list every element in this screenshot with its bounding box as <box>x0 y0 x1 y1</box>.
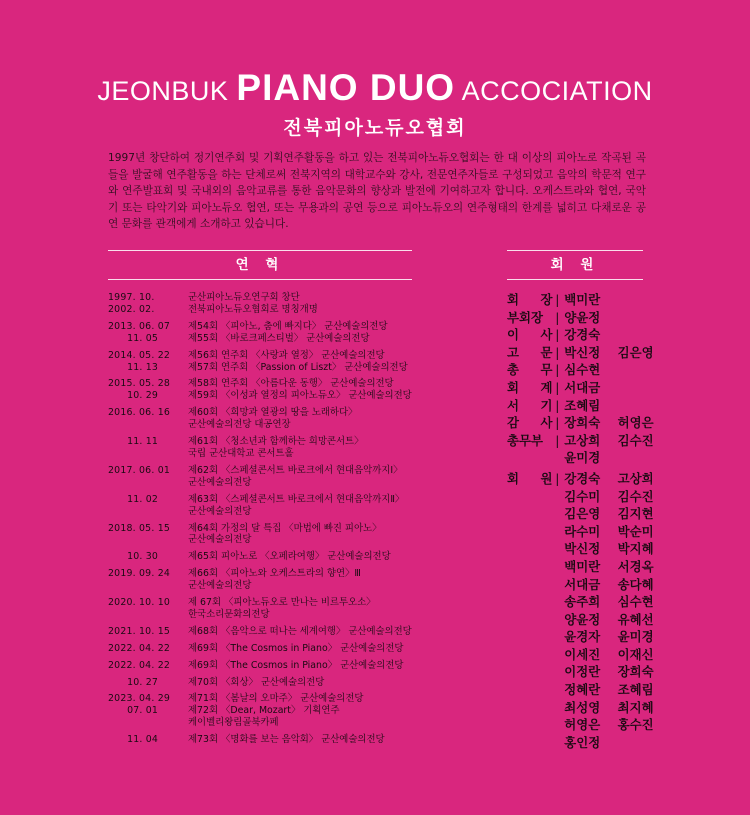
member-role: 회 원 <box>507 470 553 486</box>
history-event-venue: 케이벨리왕림골북카페 <box>188 717 279 729</box>
history-date: 10. 29 <box>108 390 159 402</box>
member-divider <box>552 663 562 681</box>
history-row <box>108 597 418 621</box>
member-role: 회 장 <box>507 292 553 307</box>
member-row <box>507 716 667 734</box>
history-row <box>108 362 418 374</box>
member-row <box>507 291 667 309</box>
member-name: 강경숙 <box>564 327 601 343</box>
member-name-2: 홍수진 <box>617 717 654 733</box>
history-row <box>108 292 418 304</box>
history-date: 11. 05 <box>108 332 159 344</box>
member-role: 총 무 <box>507 362 553 378</box>
history-row <box>108 677 418 689</box>
history-date: 2021. 10. 15 <box>108 625 171 637</box>
member-name: 장희숙 <box>564 415 601 431</box>
member-role <box>507 523 552 541</box>
history-event-venue: 군산예술의전당 <box>188 580 252 592</box>
member-row <box>507 505 667 523</box>
history-event-line: 제54회 〈피아노, 춤에 빠지다〉 군산예술의전당 <box>188 320 388 332</box>
member-name-2 <box>618 397 667 415</box>
member-row <box>507 309 667 327</box>
member-divider: | <box>555 327 560 343</box>
history-event-line: 제72회 〈Dear, Mozart〉 기획연주 <box>188 705 340 717</box>
member-row <box>507 432 667 450</box>
member-role: 서 기 <box>507 397 553 413</box>
history-event-venue: 국립 군산대학교 콘서트홀 <box>188 447 294 459</box>
member-name: 최성영 <box>564 699 601 715</box>
member-row <box>507 734 667 752</box>
history-event-venue: 한국소리문화의전당 <box>188 608 270 620</box>
member-divider <box>552 558 562 576</box>
history-date: 2020. 10. 10 <box>108 597 171 609</box>
member-role <box>507 681 552 699</box>
history-event <box>188 436 418 460</box>
history-row <box>108 407 418 431</box>
member-role <box>507 488 552 506</box>
member-divider <box>552 716 562 734</box>
history-event-line: 제59회 〈이성과 열정의 피아노듀오〉 군산예술의전당 <box>188 390 412 402</box>
member-role: 고 문 <box>507 344 553 360</box>
member-row <box>507 576 667 594</box>
history-heading: 연 혁 <box>108 250 412 280</box>
history-date: 11. 04 <box>108 734 159 746</box>
history-date: 1997. 10. <box>108 292 155 303</box>
history-event <box>188 597 418 621</box>
history-date: 2014. 05. 22 <box>108 349 171 361</box>
member-name-2: 윤미경 <box>617 629 654 645</box>
member-name: 허영은 <box>564 717 601 733</box>
member-divider: | <box>555 470 560 486</box>
history-event-line: 제60회 〈희망과 열광의 땅을 노래하다〉 <box>188 407 358 419</box>
history-event-line: 제56회 연주회 〈사랑과 열정〉 군산예술의전당 <box>188 349 385 361</box>
member-name-2 <box>618 291 667 309</box>
member-name-2: 허영은 <box>617 415 654 431</box>
member-name-2: 장희숙 <box>617 664 654 680</box>
history-row <box>108 523 418 547</box>
member-role <box>507 646 552 664</box>
history-event <box>188 643 418 655</box>
history-event-venue: 군산예술의전당 <box>188 534 252 546</box>
history-date: 2002. 02. <box>108 303 155 315</box>
history-event-line: 제68회 〈음악으로 떠나는 세계여행〉 군산예술의전당 <box>188 625 412 637</box>
history-event <box>188 494 418 518</box>
history-event <box>188 568 418 592</box>
history-row <box>108 494 418 518</box>
history-list <box>108 292 418 746</box>
member-role <box>507 699 552 717</box>
member-name: 양윤정 <box>564 611 601 627</box>
history-event-line: 제71회 〈봄날의 오마주〉 군산예술의전당 <box>188 693 364 705</box>
history-event <box>188 292 418 304</box>
history-row <box>108 350 418 362</box>
history-event <box>188 523 418 547</box>
member-name: 서대금 <box>564 379 601 395</box>
title-part-association: ACCOCIATION <box>455 76 653 106</box>
history-row <box>108 693 418 705</box>
history-event-line: 제58회 연주회 〈아름다운 동행〉 군산예술의전당 <box>188 378 394 390</box>
history-date: 10. 27 <box>108 676 159 688</box>
member-role <box>507 734 552 752</box>
history-date: 2015. 05. 28 <box>108 378 171 390</box>
member-divider <box>552 734 562 752</box>
member-role <box>507 628 552 646</box>
history-event-line: 제66회 〈피아노와 오케스트라의 향연〉Ⅲ <box>188 568 361 580</box>
member-row <box>507 414 667 432</box>
member-row <box>507 646 667 664</box>
member-name-2: 박지혜 <box>617 541 654 557</box>
history-date: 2017. 06. 01 <box>108 464 171 476</box>
member-name-2: 박순미 <box>617 523 654 539</box>
history-row <box>108 551 418 563</box>
history-event <box>188 333 418 345</box>
member-row <box>507 681 667 699</box>
member-row <box>507 344 667 362</box>
member-row <box>507 540 667 558</box>
member-name-2: 송다혜 <box>617 576 654 592</box>
history-row <box>108 734 418 746</box>
member-row <box>507 611 667 629</box>
member-name: 윤경자 <box>564 629 601 645</box>
member-row <box>507 699 667 717</box>
history-date: 2022. 04. 22 <box>108 642 171 654</box>
member-name: 고상희 <box>564 432 601 448</box>
members-list <box>507 291 667 751</box>
intro-paragraph: 1997년 창단하여 정기연주회 및 기획연주활동을 하고 있는 전북피아노듀오협회는 한 대 이상의 피아노로 작곡된 곡들을 발굴해 연주활동을 하는 단체로써 전북지역의 대학교수와 강사, 전문연주자들로 구성되었고 음악의 학문적 연구와 연주발표회 및 국내외의 음악교류를 통한 음악문화의 향상과 발전에 기여하고자 합니다. 오케스트라와 협연, 국악기 또는 타악기와 피아노듀오 협연, 또는 무용과의 공연 등으로 피아노듀오의 연주형태의 한계를 넓히고 다채로운 공연 문화를 관객에게 소개하고 있습니다. <box>108 152 646 231</box>
member-divider <box>552 646 562 664</box>
member-role <box>507 593 552 611</box>
member-role: 총무부 <box>507 432 543 448</box>
member-name: 이정란 <box>564 664 601 680</box>
history-date: 11. 11 <box>108 436 159 448</box>
member-row <box>507 326 667 344</box>
member-name: 송주희 <box>564 594 601 610</box>
history-date: 2022. 04. 22 <box>108 659 171 671</box>
member-name: 양윤정 <box>564 309 601 325</box>
member-name-2 <box>618 449 667 467</box>
history-event-line: 제64회 가정의 달 특집 〈마법에 빠진 피아노〉 <box>188 522 382 534</box>
history-event-line: 제65회 피아노로 〈오페라여행〉 군산예술의전당 <box>188 551 391 563</box>
history-event-venue: 군산예술의전당 대공연장 <box>188 419 291 431</box>
member-name: 라수미 <box>564 523 601 539</box>
history-row <box>108 465 418 489</box>
member-name: 심수현 <box>564 362 601 378</box>
history-row <box>108 378 418 390</box>
page-title-ko: 전북피아노듀오협회 <box>283 117 467 139</box>
member-name: 백미란 <box>564 292 601 307</box>
history-event <box>188 362 418 374</box>
member-name: 백미란 <box>564 558 601 574</box>
history-event <box>188 705 418 729</box>
history-event-line: 제55회 〈바로크페스티벌〉 군산예술의전당 <box>188 332 370 344</box>
member-role <box>507 716 552 734</box>
history-row <box>108 626 418 638</box>
member-name-2: 김수진 <box>617 432 654 448</box>
history-date: 07. 01 <box>108 705 159 717</box>
member-role <box>507 611 552 629</box>
member-role <box>507 540 552 558</box>
history-event-line: 제73회 〈명화를 보는 음악회〉 군산예술의전당 <box>188 734 385 746</box>
history-event-line: 제 67회 〈피아노듀오로 만나는 비르투오소〉 <box>188 597 376 609</box>
history-date: 2016. 06. 16 <box>108 407 171 419</box>
member-row <box>507 361 667 379</box>
member-name-2: 김은영 <box>617 344 654 360</box>
history-event-line: 제63회 〈스페셜콘서트 바로크에서 현대음악까지Ⅱ〉 <box>188 493 405 505</box>
history-event <box>188 734 418 746</box>
history-row <box>108 390 418 402</box>
member-divider <box>552 611 562 629</box>
member-divider <box>552 628 562 646</box>
history-row <box>108 643 418 655</box>
history-event <box>188 693 418 705</box>
member-name-2 <box>618 734 667 752</box>
history-event-line: 제62회 〈스페셜콘서트 바로크에서 현대음악까지Ⅰ〉 <box>188 464 403 476</box>
history-event-line: 전북피아노듀오협회로 명칭개명 <box>188 303 318 315</box>
member-row <box>507 379 667 397</box>
member-name: 서대금 <box>564 576 601 592</box>
history-event <box>188 407 418 431</box>
history-event-line: 제69회 〈The Cosmos in Piano〉 군산예술의전당 <box>188 659 404 671</box>
member-role: 이 사 <box>507 327 553 343</box>
history-event <box>188 321 418 333</box>
member-name-2: 조혜림 <box>617 682 654 698</box>
page-title-en <box>0 66 750 118</box>
history-date: 10. 30 <box>108 551 159 563</box>
history-event-line: 군산피아노듀오연구회 창단 <box>188 292 300 303</box>
member-name-2 <box>618 361 667 379</box>
member-divider: | <box>555 292 560 307</box>
member-role: 부회장 <box>507 309 543 325</box>
member-name: 정혜란 <box>564 682 601 698</box>
member-row <box>507 523 667 541</box>
member-name-2 <box>618 326 667 344</box>
history-row <box>108 304 418 316</box>
member-name-2: 서경옥 <box>617 558 654 574</box>
member-name: 김수미 <box>564 488 601 504</box>
members-heading: 회 원 <box>507 250 643 280</box>
member-name-2: 최지혜 <box>617 699 654 715</box>
history-date: 2013. 06. 07 <box>108 320 171 332</box>
member-divider: | <box>555 309 560 325</box>
history-event <box>188 304 418 316</box>
history-row <box>108 705 418 729</box>
history-event <box>188 465 418 489</box>
member-divider <box>552 593 562 611</box>
history-event-line: 제69회 〈The Cosmos in Piano〉 군산예술의전당 <box>188 642 404 654</box>
member-divider: | <box>555 379 560 395</box>
history-date: 11. 13 <box>108 361 159 373</box>
member-divider <box>552 576 562 594</box>
member-role <box>507 663 552 681</box>
member-name: 조혜림 <box>564 397 601 413</box>
member-divider <box>552 488 562 506</box>
member-divider <box>552 523 562 541</box>
member-name: 이세진 <box>564 646 601 662</box>
member-divider: | <box>555 415 560 431</box>
member-name-2: 김수진 <box>617 488 654 504</box>
member-role <box>507 558 552 576</box>
member-name-2: 심수현 <box>617 594 654 610</box>
history-date: 2023. 04. 29 <box>108 693 171 705</box>
member-divider: | <box>555 397 560 413</box>
history-event-line: 제70회 〈회상〉 군산예술의전당 <box>188 676 325 688</box>
member-divider <box>552 540 562 558</box>
member-divider <box>552 699 562 717</box>
member-role: 감 사 <box>507 415 553 431</box>
member-name-2: 유혜선 <box>617 611 654 627</box>
member-row <box>507 397 667 415</box>
history-event <box>188 660 418 672</box>
member-divider: | <box>555 344 560 360</box>
member-divider <box>552 681 562 699</box>
history-event <box>188 626 418 638</box>
member-role <box>507 505 552 523</box>
history-event-venue: 군산예술의전당 <box>188 476 252 488</box>
history-event-line: 제61회 〈청소년과 함께하는 희망콘서트〉 <box>188 436 364 448</box>
history-row <box>108 321 418 333</box>
member-row <box>507 663 667 681</box>
history-event-venue: 군산예술의전당 <box>188 505 252 517</box>
history-event <box>188 350 418 362</box>
member-role: 회 계 <box>507 379 553 395</box>
member-name-2 <box>618 379 667 397</box>
member-name-2 <box>618 309 667 327</box>
member-divider: | <box>555 432 560 448</box>
member-name: 박신정 <box>564 344 601 360</box>
member-name: 박신정 <box>564 541 601 557</box>
history-row <box>108 568 418 592</box>
member-row <box>507 558 667 576</box>
member-row <box>507 470 667 488</box>
member-row <box>507 593 667 611</box>
member-divider <box>552 505 562 523</box>
member-row <box>507 628 667 646</box>
member-name: 홍인정 <box>564 734 601 750</box>
member-role <box>507 576 552 594</box>
history-event <box>188 677 418 689</box>
history-date: 2019. 09. 24 <box>108 568 171 580</box>
history-date: 2018. 05. 15 <box>108 522 171 534</box>
member-divider: | <box>555 362 560 378</box>
member-role <box>507 449 552 467</box>
member-divider <box>552 449 562 467</box>
title-part-piano-duo: PIANO DUO <box>236 67 456 108</box>
history-event <box>188 378 418 390</box>
member-name: 김은영 <box>564 506 601 522</box>
member-row <box>507 449 667 467</box>
member-name-2: 이재신 <box>617 646 654 662</box>
history-row <box>108 660 418 672</box>
member-name-2: 고상희 <box>617 470 654 486</box>
history-event-line: 제57회 연주회 〈Passion of Liszt〉 군산예술의전당 <box>188 361 408 373</box>
history-event <box>188 551 418 563</box>
history-date: 11. 02 <box>108 493 159 505</box>
member-name: 윤미경 <box>564 450 601 466</box>
member-row <box>507 488 667 506</box>
history-row <box>108 436 418 460</box>
history-row <box>108 333 418 345</box>
member-name: 강경숙 <box>564 470 601 486</box>
title-part-jeonbuk: JEONBUK <box>97 76 237 106</box>
member-name-2: 김지현 <box>617 506 654 522</box>
history-event <box>188 390 418 402</box>
